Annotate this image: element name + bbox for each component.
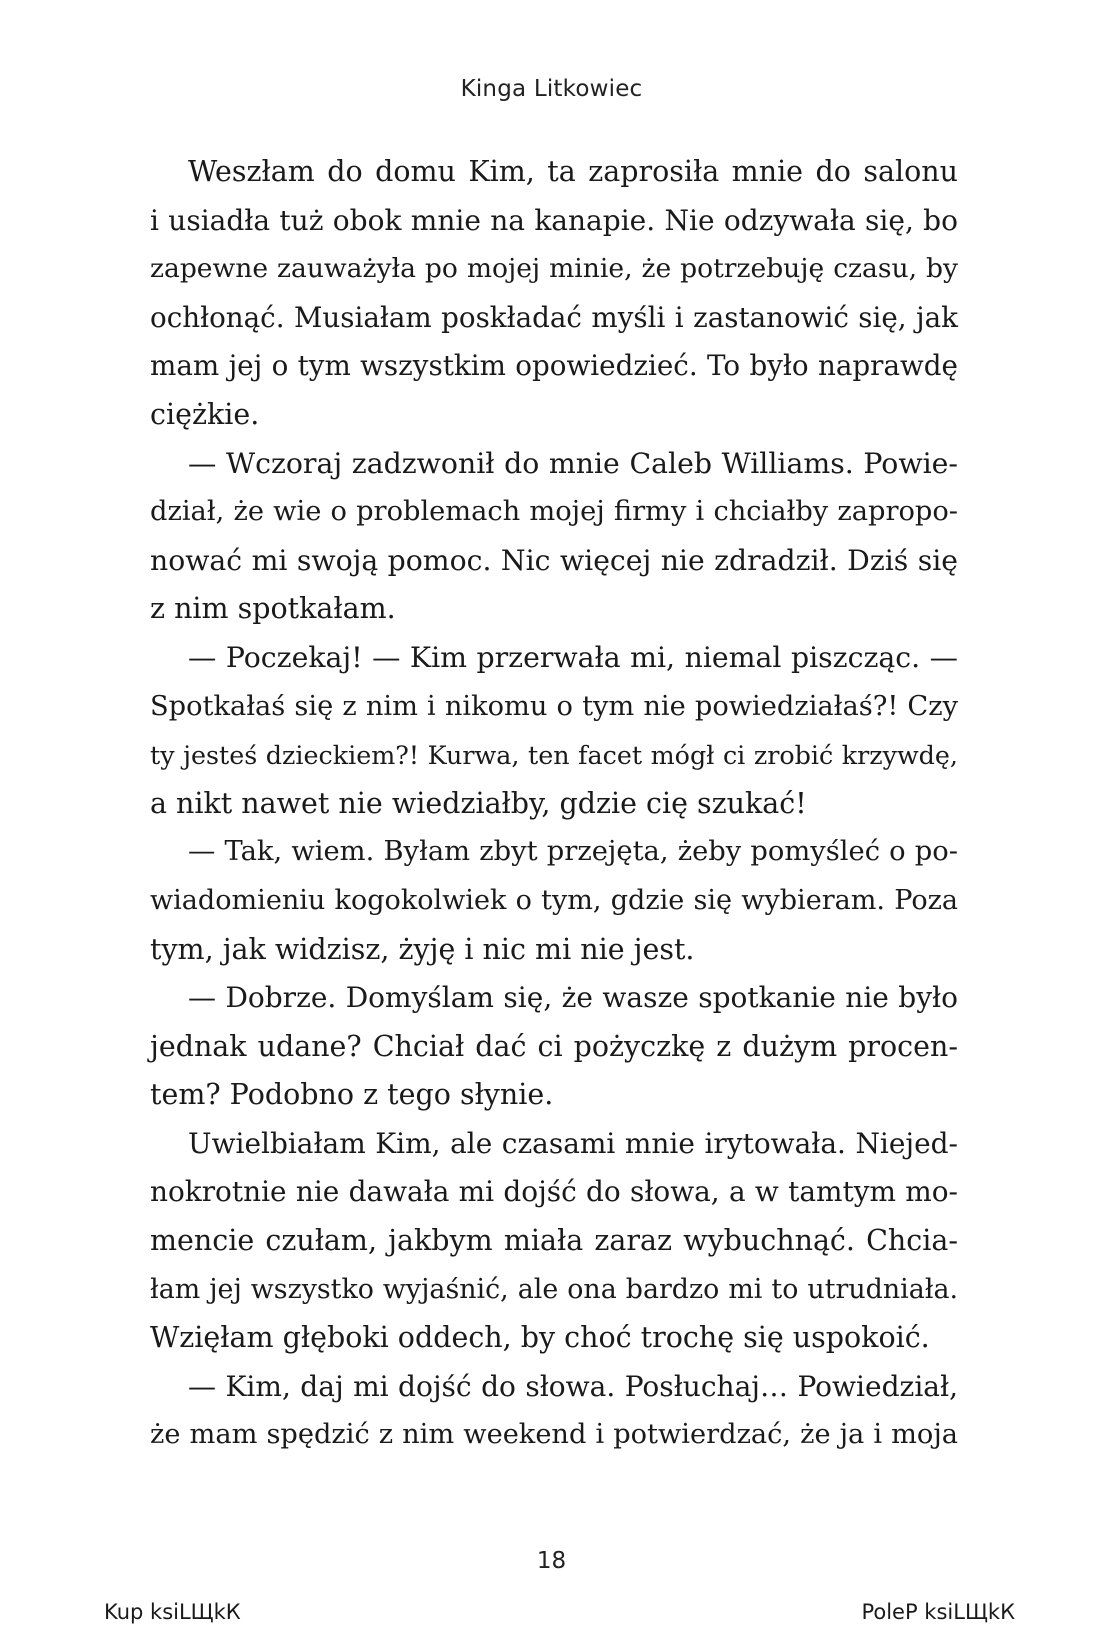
text-line: — Wczoraj zadzwonił do mnie Caleb Williams. Powie-	[188, 446, 958, 480]
text-line: tym, jak widzisz, żyję i nic mi nie jest.	[150, 932, 695, 966]
text-line: wiadomieniu kogokolwiek o tym, gdzie się wybieram. Poza	[150, 884, 958, 916]
text-line: — Poczekaj! — Kim przerwała mi, niemal piszcząc. —	[188, 640, 958, 674]
text-line: ochłonąć. Musiałam poskładać myśli i zastanowić się, jak	[150, 300, 958, 334]
body-text	[150, 148, 958, 1460]
text-line: — Dobrze. Domyślam się, że wasze spotkanie nie było	[188, 981, 958, 1015]
page-number: 18	[536, 1548, 567, 1574]
text-line: dział, że wie o problemach mojej firmy i chciałby zapropo-	[150, 496, 958, 528]
text-line: nować mi swoją pomoc. Nic więcej nie zdradził. Dziś się	[150, 543, 958, 577]
text-line: — Tak, wiem. Byłam zbyt przejęta, żeby pomyśleć o po-	[188, 836, 958, 868]
text-line: Weszłam do domu Kim, ta zaprosiła mnie do salonu	[188, 155, 958, 188]
text-line: Wzięłam głęboki oddech, by choć trochę się uspokoić.	[150, 1321, 930, 1355]
text-line: i usiadła tuż obok mnie na kanapie. Nie odzywała się, bo	[150, 203, 958, 237]
text-line: łam jej wszystko wyjaśnić, ale ona bardzo mi to utrudniała.	[150, 1273, 958, 1305]
text-line: tem? Podobno z tego słynie.	[150, 1078, 554, 1112]
text-line: ciężkie.	[150, 397, 260, 431]
running-header-author: Kinga Litkowiec	[460, 76, 643, 102]
text-line: zapewne zauważyła po mojej minie, że potrzebuję czasu, by	[150, 253, 958, 285]
text-line: że mam spędzić z nim weekend i potwierdzać, że ja i moja	[150, 1419, 958, 1451]
text-line: z nim spotkałam.	[150, 592, 396, 626]
text-line: — Kim, daj mi dojść do słowa. Posłuchaj… Powiedział,	[188, 1369, 958, 1403]
text-line: ty jesteś dzieckiem?! Kurwa, ten facet mógł ci zrobić krzywdę,	[150, 740, 958, 771]
text-line: nokrotnie nie dawała mi dojść do słowa, a w tamtym mo-	[150, 1175, 958, 1209]
text-line: jednak udane? Chciał dać ci pożyczkę z dużym procen-	[150, 1029, 958, 1063]
text-line: Uwielbiałam Kim, ale czasami mnie irytowała. Niejed-	[188, 1126, 958, 1160]
recommend-book-link[interactable]: PoleР ksiLЩkК	[861, 1600, 1015, 1624]
text-line: mam jej o tym wszystkim opowiedzieć. To było naprawdę	[150, 349, 958, 383]
text-line: a nikt nawet nie wiedziałby, gdzie cię szukać!	[150, 786, 807, 820]
text-line: mencie czułam, jakbym miała zaraz wybuchnąć. Chcia-	[150, 1224, 958, 1258]
buy-book-link[interactable]: Kup ksiLЩkК	[104, 1600, 241, 1624]
text-line: Spotkałaś się z nim i nikomu o tym nie powiedziałaś?! Czy	[150, 690, 958, 722]
